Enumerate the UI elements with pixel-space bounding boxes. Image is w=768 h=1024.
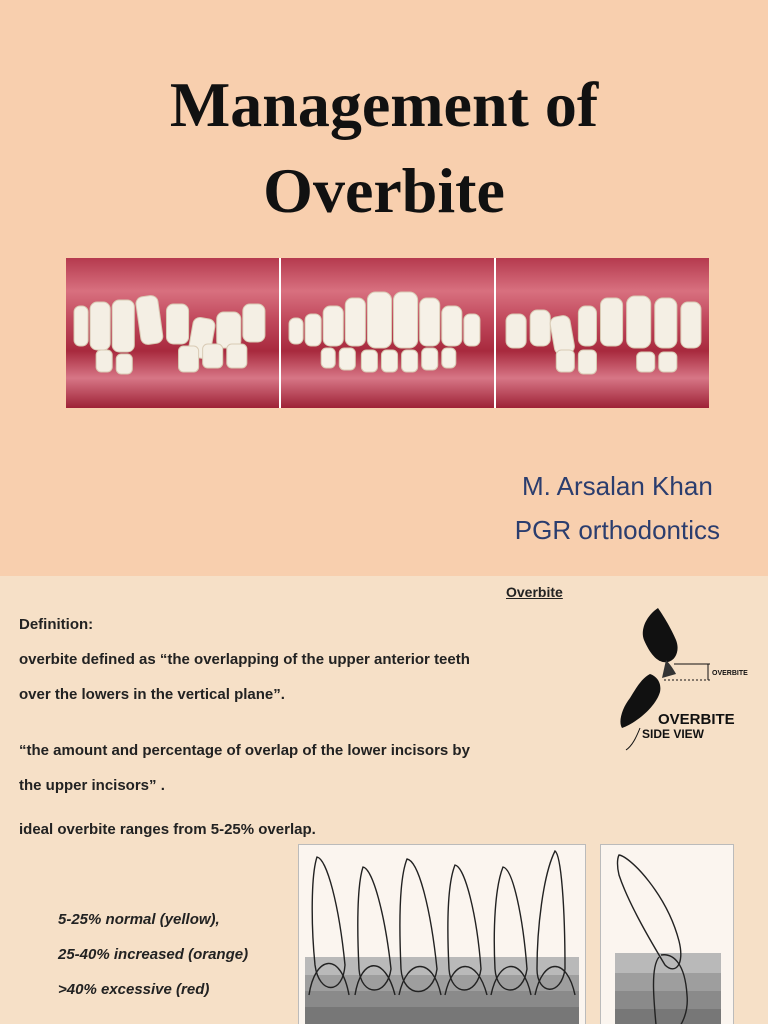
- slide-heading: Overbite: [506, 584, 563, 600]
- definition-line-3: “the amount and percentage of overlap of the lower incisors by: [19, 742, 470, 759]
- definition-label: Definition:: [19, 616, 94, 633]
- slide-title: [0, 62, 768, 234]
- author-role: PGR orthodontics: [514, 515, 720, 545]
- definition-slide: [0, 576, 768, 1024]
- intraoral-photo-strip: [66, 258, 709, 408]
- ideal-range-line: ideal overbite ranges from 5-25% overlap.: [19, 821, 316, 838]
- overbite-small-label: OVERBITE: [712, 670, 748, 677]
- legend-normal: 5-25% normal (yellow),: [58, 911, 220, 928]
- legend-increased: 25-40% increased (orange): [58, 946, 249, 963]
- definition-line-1: overbite defined as “the overlapping of the upper anterior teeth: [19, 651, 470, 668]
- incisor-overlap-front-diagram: [298, 844, 586, 1024]
- definition-line-2: over the lowers in the vertical plane”.: [19, 686, 285, 703]
- intraoral-photo-front: [281, 258, 494, 408]
- overbite-big-label: OVERBITE: [658, 711, 735, 728]
- author-name: M. Arsalan Khan: [522, 471, 713, 501]
- legend-excessive: >40% excessive (red): [58, 981, 210, 998]
- title-line-2: Overbite: [263, 155, 505, 226]
- author-block: [515, 464, 720, 552]
- incisor-overlap-side-diagram: [600, 844, 734, 1024]
- definition-line-4: the upper incisors” .: [19, 777, 165, 794]
- title-line-1: Management of: [169, 69, 599, 140]
- overbite-side-view-figure: [610, 604, 760, 754]
- side-view-label: SIDE VIEW: [642, 727, 705, 741]
- intraoral-photo-right: [66, 258, 279, 408]
- intraoral-photo-left: [496, 258, 709, 408]
